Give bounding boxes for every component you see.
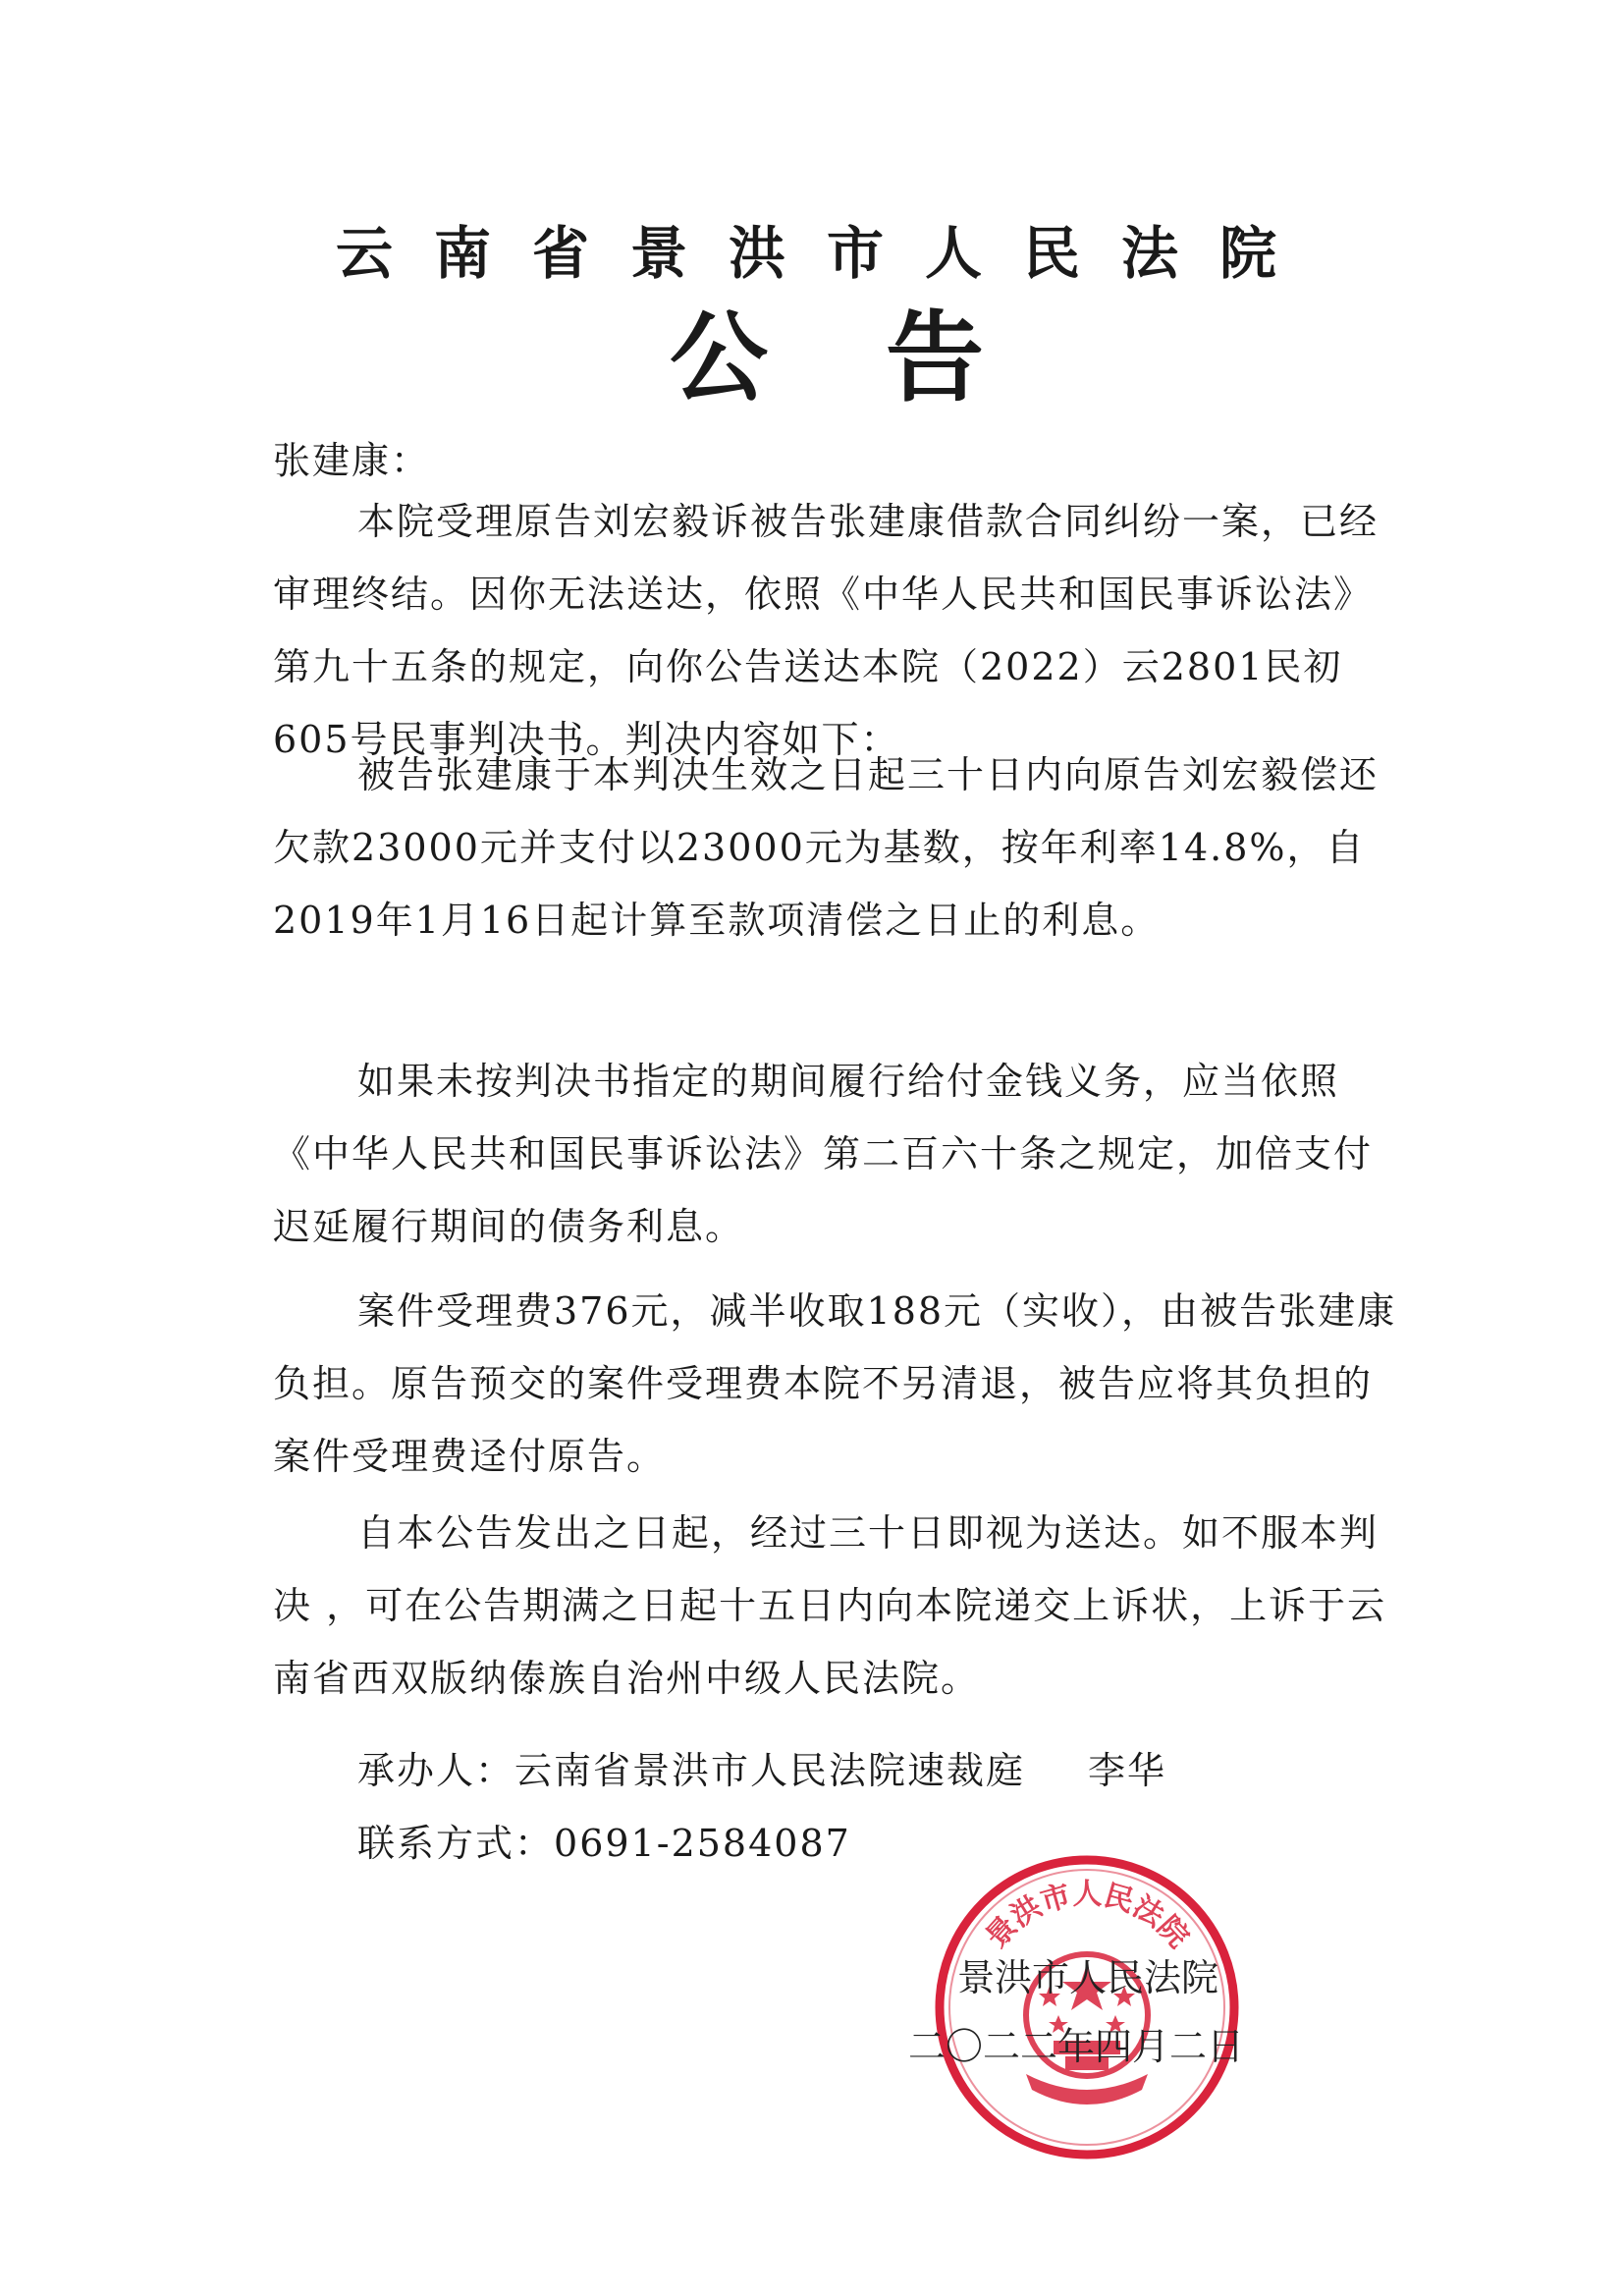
handler-label: 承办人： [357, 1749, 515, 1792]
court-seal-stamp [928, 1848, 1247, 2167]
court-name-heading: 云南省景洪市人民法院 [335, 220, 1318, 287]
signature-court: 景洪市人民法院 [957, 1956, 1219, 1999]
svg-text:景洪市人民法院 [979, 1878, 1195, 1955]
paragraph-judgment-content: 被告张建康于本判决生效之日起三十日内向原告刘宏毅偿还欠款23000元并支付以23000元为基数，按年利率14.8%，自2019年1月16日起计算至款项清偿之日止的利息。 [273, 753, 1380, 942]
addressee: 张建康： [273, 439, 431, 482]
paragraph-late-interest: 如果未按判决书指定的期间履行给付金钱义务，应当依照《中华人民共和国民事诉讼法》第二百六十条之规定，加倍支付迟延履行期间的债务利息。 [273, 1060, 1374, 1248]
paragraph-service-and-appeal: 自本公告发出之日起，经过三十日即视为送达。如不服本判决 ，可在公告期满之日起十五日内向本院递交上诉状，上诉于云南省西双版纳傣族自治州中级人民法院。 [273, 1511, 1387, 1700]
signature-date: 二〇二二年四月二日 [908, 2025, 1245, 2068]
handler-unit: 云南省景洪市人民法院速裁庭 [514, 1749, 1026, 1792]
paragraph-case-intro: 本院受理原告刘宏毅诉被告张建康借款合同纠纷一案，已经审理终结。因你无法送达，依照《中华人民共和国民事诉讼法》第九十五条的规定，向你公告送达本院（2022）云2801民初605号民事判决书。判决内容如下： [273, 500, 1380, 761]
phone-label: 联系方式： [357, 1822, 555, 1865]
notice-title: 公告 [670, 301, 1102, 415]
phone-line [357, 1807, 851, 1880]
seal-text: 景洪市人民法院 [979, 1877, 1196, 1955]
handler-line [357, 1734, 1166, 1807]
phone-number: 0691-2584087 [554, 1822, 851, 1865]
paragraph-court-fee: 案件受理费376元，减半收取188元（实收），由被告张建康负担。原告预交的案件受理费本院不另清退，被告应将其负担的案件受理费迳付原告。 [273, 1289, 1397, 1478]
handler-name: 李华 [1088, 1749, 1167, 1792]
